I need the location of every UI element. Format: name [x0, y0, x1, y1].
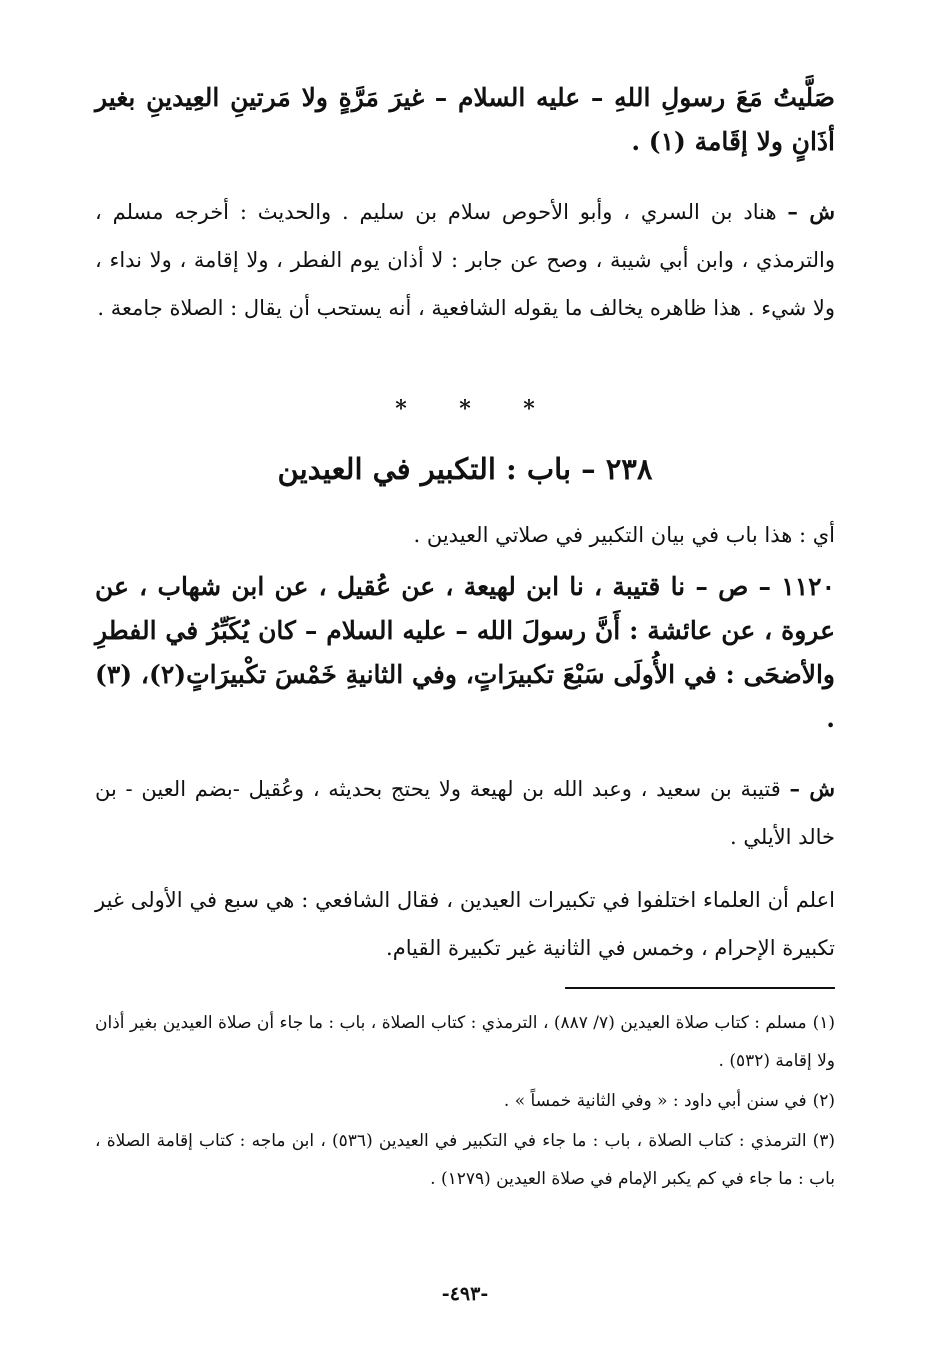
footnote-text: في سنن أبي داود : « وفي الثانية خمساً » .: [503, 1091, 807, 1111]
chapter-intro: أي : هذا باب في بيان التكبير في صلاتي العيدين .: [413, 523, 835, 547]
footnote-number: (٣): [812, 1131, 835, 1151]
hadith-1119-end: صَلَّيتُ مَعَ رسولِ اللهِ – عليه السلام – غيرَ مَرَّةٍ ولا مَرتينِ العِيدينِ بغير أذَانٍ ولا إقَامة (١) .: [95, 83, 835, 156]
commentary-1-text: هناد بن السري ، وأبو الأحوص سلام بن سليم . والحديث : أخرجه مسلم ، والترمذي ، وابن أبي شيبة ، وصح عن جابر : لا أذان يوم الفطر ، ولا إقامة ، ولا نداء ، ولا شيء . هذا ظاهره يخالف ما يقوله الشافعية ، أنه يستحب أن يقال : الصلاة جامعة .: [95, 200, 835, 320]
footnote-text: الترمذي : كتاب الصلاة ، باب : ما جاء في التكبير في العيدين (٥٣٦) ، ابن ماجه : كتاب إقامة الصلاة ، باب : ما جاء في كم يكبر الإمام في صلاة العيدين (١٢٧٩) .: [95, 1131, 835, 1189]
footnote-number: (٢): [812, 1091, 835, 1111]
footnote-divider: [565, 987, 835, 989]
footnote-3: [95, 1122, 835, 1198]
separator-star: *: [395, 396, 407, 422]
separator-star: *: [523, 396, 535, 422]
commentary-3: اعلم أن العلماء اختلفوا في تكبيرات العيدين ، فقال الشافعي : هي سبع في الأولى غير تكبيرة الإحرام ، وخمس في الثانية غير تكبيرة القيام.: [95, 888, 835, 960]
page-number: -٤٩٣-: [441, 1283, 489, 1305]
commentary-2-lead: ش –: [789, 776, 835, 801]
commentary-1: [95, 188, 835, 332]
footnote-1: [95, 1004, 835, 1080]
footnote-text: مسلم : كتاب صلاة العيدين (٧/ ٨٨٧) ، الترمذي : كتاب الصلاة ، باب : ما جاء أن صلاة العيدين بغير أذان ولا إقامة (٥٣٢) .: [95, 1013, 835, 1071]
commentary-1-lead: ش –: [787, 199, 835, 224]
chapter-title: ٢٣٨ – باب : التكبير في العيدين: [277, 452, 653, 486]
section-separator: [0, 396, 930, 422]
hadith-1120: ١١٢٠ – ص – نا قتيبة ، نا ابن لهيعة ، عن عُقيل ، عن ابن شهاب ، عن عروة ، عن عائشة : أَنَّ رسولَ الله – عليه السلام – كان يُكَبِّرُ في الفطرِ والأضحَى : في الأُولَى سَبْعَ تكبيرَاتٍ، وفي الثانيةِ خَمْسَ تكْبيرَاتٍ(٢)، (٣) .: [95, 572, 835, 733]
footnote-2: [95, 1082, 835, 1120]
commentary-2-text: قتيبة بن سعيد ، وعبد الله بن لهيعة ولا يحتج بحديثه ، وعُقيل -بضم العين - بن خالد الأيلي .: [95, 777, 835, 849]
separator-star: *: [459, 396, 471, 422]
footnote-number: (١): [812, 1013, 835, 1033]
commentary-2: [95, 765, 835, 861]
